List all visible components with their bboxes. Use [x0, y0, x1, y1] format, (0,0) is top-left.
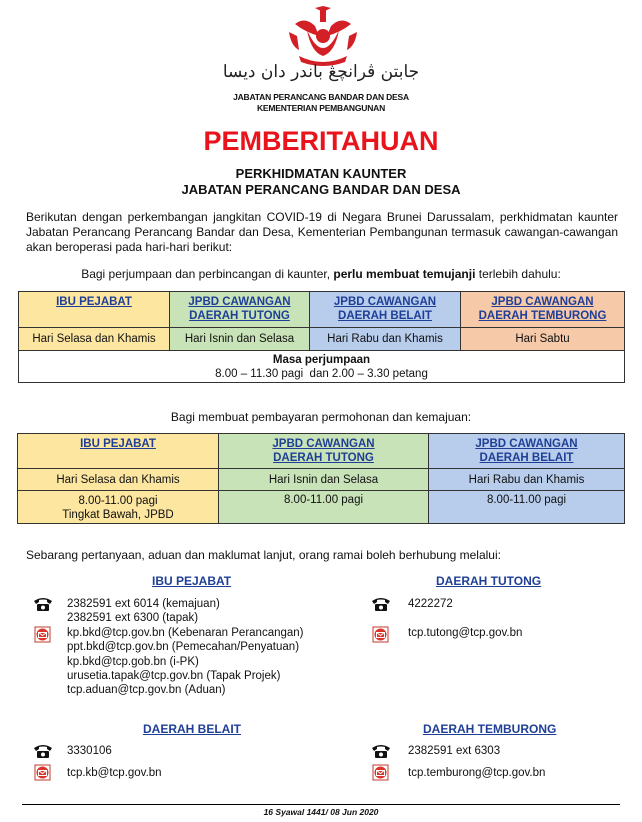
telephone-icon: [371, 596, 391, 612]
days-tutong: Hari Isnin dan Selasa: [170, 328, 310, 351]
office-header-ibu-pejabat: IBU PEJABAT: [19, 292, 170, 328]
payment-days-tutong: Hari Isnin dan Selasa: [219, 469, 429, 491]
meeting-hours-cell: [19, 351, 625, 383]
payment-header-tutong: JPBD CAWANGAN DAERAH TUTONG: [219, 434, 429, 469]
phone-number: 2382591 ext 6300 (tapak): [67, 612, 199, 625]
email-address: ppt.bkd@tcp.gov.bn (Pemecahan/Penyatuan): [67, 641, 300, 654]
subtitle-line-2: JABATAN PERANCANG BANDAR DAN DESA: [181, 182, 461, 197]
office-header-tutong: JPBD CAWANGAN DAERAH TUTONG: [170, 292, 310, 328]
payment-header-belait: JPBD CAWANGAN DAERAH BELAIT: [429, 434, 625, 469]
payment-time: 8.00-11.00 pagi: [78, 495, 158, 507]
contact-emails-ibu-pejabat: [67, 626, 304, 697]
intro-paragraph: Berikutan dengan perkembangan jangkitan COVID-19 di Negara Brunei Darussalam, perkhidmatan kaunter Jabatan Perancang Perancang Bandar dan Desa, Kementerian Pembangunan termasuk cawangan-cawangan akan beroperasi pada hari-hari berikut:: [26, 210, 618, 254]
payment-time-belait: 8.00-11.00 pagi: [429, 491, 625, 524]
notice-subtitle: [0, 166, 642, 198]
meeting-hours: 8.00 – 11.30 pagi dan 2.00 – 3.30 petang: [215, 367, 428, 380]
department-name-jawi: جابتن ڤرانچڠ باندر دان ديسا: [222, 62, 420, 82]
footer-divider: [22, 804, 620, 805]
contact-title-tutong: DAERAH TUTONG: [436, 574, 542, 588]
contact-email-tutong: tcp.tutong@tcp.gov.bn: [408, 627, 523, 639]
brunei-crest-logo: [285, 6, 361, 68]
contact-phone-tutong: 4222272: [408, 598, 453, 610]
email-address: tcp.aduan@tcp.gov.bn (Aduan): [67, 684, 226, 697]
notice-title: PEMBERITAHUAN: [203, 126, 439, 156]
payment-schedule-table: [17, 433, 625, 524]
payment-location: Tingkat Bawah, JPBD: [62, 509, 174, 521]
contact-title-temburong: DAERAH TEMBURONG: [423, 722, 557, 736]
phone-number: 2382591 ext 6014 (kemajuan): [67, 598, 220, 610]
meeting-hours-label: Masa perjumpaan: [272, 353, 371, 366]
subtitle-line-1: PERKHIDMATAN KAUNTER: [235, 166, 407, 181]
payment-time-ibu-pejabat: [18, 491, 219, 524]
telephone-icon: [33, 743, 53, 759]
contact-phones-ibu-pejabat: [67, 597, 220, 626]
payment-note: Bagi membuat pembayaran permohonan dan kemajuan:: [170, 410, 472, 424]
meeting-schedule-table: [18, 291, 625, 383]
ministry-name: KEMENTERIAN PEMBANGUNAN: [256, 103, 386, 113]
contact-email-belait: tcp.kb@tcp.gov.bn: [67, 767, 162, 779]
contact-title-ibu-pejabat: IBU PEJABAT: [152, 574, 232, 588]
meeting-note-emphasis: perlu membuat temujanji: [333, 267, 476, 281]
meeting-note-text: Bagi perjumpaan dan perbincangan di kaunter,: [81, 267, 334, 281]
payment-time-tutong: 8.00-11.00 pagi: [219, 491, 429, 524]
email-address: urusetia.tapak@tcp.gov.bn (Tapak Projek): [67, 669, 281, 682]
days-ibu-pejabat: Hari Selasa dan Khamis: [19, 328, 170, 351]
office-header-belait: JPBD CAWANGAN DAERAH BELAIT: [310, 292, 461, 328]
contact-email-temburong: tcp.temburong@tcp.gov.bn: [408, 767, 546, 779]
email-address: kp.bkd@tcp.gov.bn (Kebenaran Perancangan): [67, 627, 304, 639]
email-icon: [372, 764, 389, 781]
contact-phone-belait: 3330106: [67, 745, 112, 757]
telephone-icon: [33, 596, 53, 612]
payment-header-ibu-pejabat: IBU PEJABAT: [18, 434, 219, 469]
days-temburong: Hari Sabtu: [461, 328, 625, 351]
contact-phone-temburong: 2382591 ext 6303: [408, 745, 501, 757]
days-belait: Hari Rabu dan Khamis: [310, 328, 461, 351]
payment-days-ibu-pejabat: Hari Selasa dan Khamis: [18, 469, 219, 491]
meeting-note: [0, 267, 642, 281]
email-icon: [34, 764, 51, 781]
contact-intro: Sebarang pertanyaan, aduan dan maklumat lanjut, orang ramai boleh berhubung melalui:: [26, 548, 501, 562]
telephone-icon: [371, 743, 391, 759]
office-header-temburong: JPBD CAWANGAN DAERAH TEMBURONG: [461, 292, 625, 328]
department-name: [190, 92, 452, 114]
contact-title-belait: DAERAH BELAIT: [143, 722, 241, 736]
notice-date: 16 Syawal 1441/ 08 Jun 2020: [263, 807, 379, 817]
email-icon: [372, 626, 389, 643]
email-address: kp.bkd@tcp.gob.bn (i-PK): [67, 655, 199, 668]
payment-days-belait: Hari Rabu dan Khamis: [429, 469, 625, 491]
department-name-line: JABATAN PERANCANG BANDAR DAN DESA: [233, 92, 409, 102]
email-icon: [34, 626, 51, 643]
meeting-note-text-end: terlebih dahulu:: [475, 267, 561, 281]
